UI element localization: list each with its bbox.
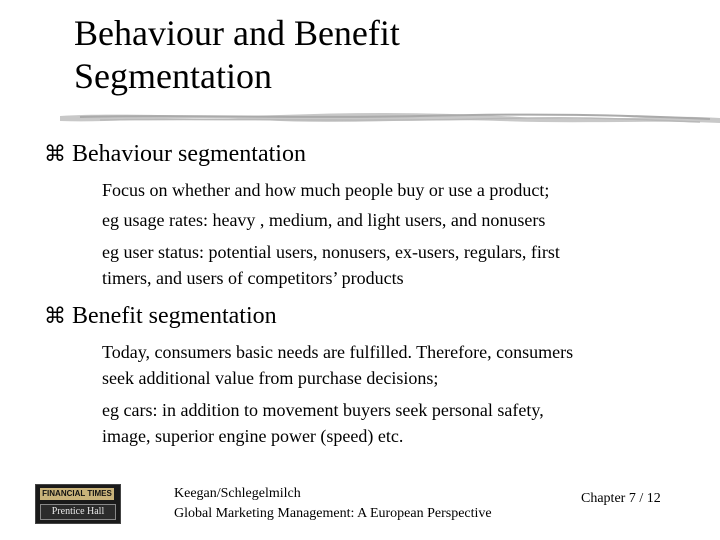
title-line-2: Segmentation — [74, 56, 272, 96]
bullet-label: Benefit segmentation — [72, 303, 277, 329]
footer-citation — [174, 484, 554, 524]
title-line-1: Behaviour and Benefit — [74, 13, 400, 53]
sub-point: seek additional value from purchase decisions; — [102, 368, 439, 388]
sub-point: timers, and users of competitors’ products — [102, 268, 404, 288]
chapter-page-number: Chapter 7 / 12 — [581, 491, 661, 506]
publisher-logo — [35, 484, 121, 524]
z-bullet-icon: ⌘ — [44, 142, 66, 167]
sub-point: Today, consumers basic needs are fulfilled. Therefore, consumers — [102, 342, 574, 362]
footer-authors: Keegan/Schlegelmilch — [174, 486, 301, 501]
sub-point: eg usage rates: heavy , medium, and light users, and nonusers — [102, 210, 546, 230]
logo-financial-times: FINANCIAL TIMES — [40, 488, 114, 500]
bullet-benefit-segmentation — [44, 302, 704, 331]
logo-prentice-hall: Prentice Hall — [40, 504, 116, 520]
footer-book-title: Global Marketing Management: A European Perspective — [174, 506, 492, 521]
sub-point: Focus on whether and how much people buy or use a product; — [102, 180, 550, 200]
sub-point: image, superior engine power (speed) etc. — [102, 426, 404, 446]
bullet-label: Behaviour segmentation — [72, 141, 306, 167]
slide-title — [74, 12, 694, 98]
title-underline-brush — [60, 104, 720, 130]
sub-point: eg user status: potential users, nonusers, ex-users, regulars, first — [102, 242, 560, 262]
z-bullet-icon: ⌘ — [44, 304, 66, 329]
sub-point: eg cars: in addition to movement buyers seek personal safety, — [102, 400, 544, 420]
bullet-behaviour-segmentation — [44, 140, 704, 169]
